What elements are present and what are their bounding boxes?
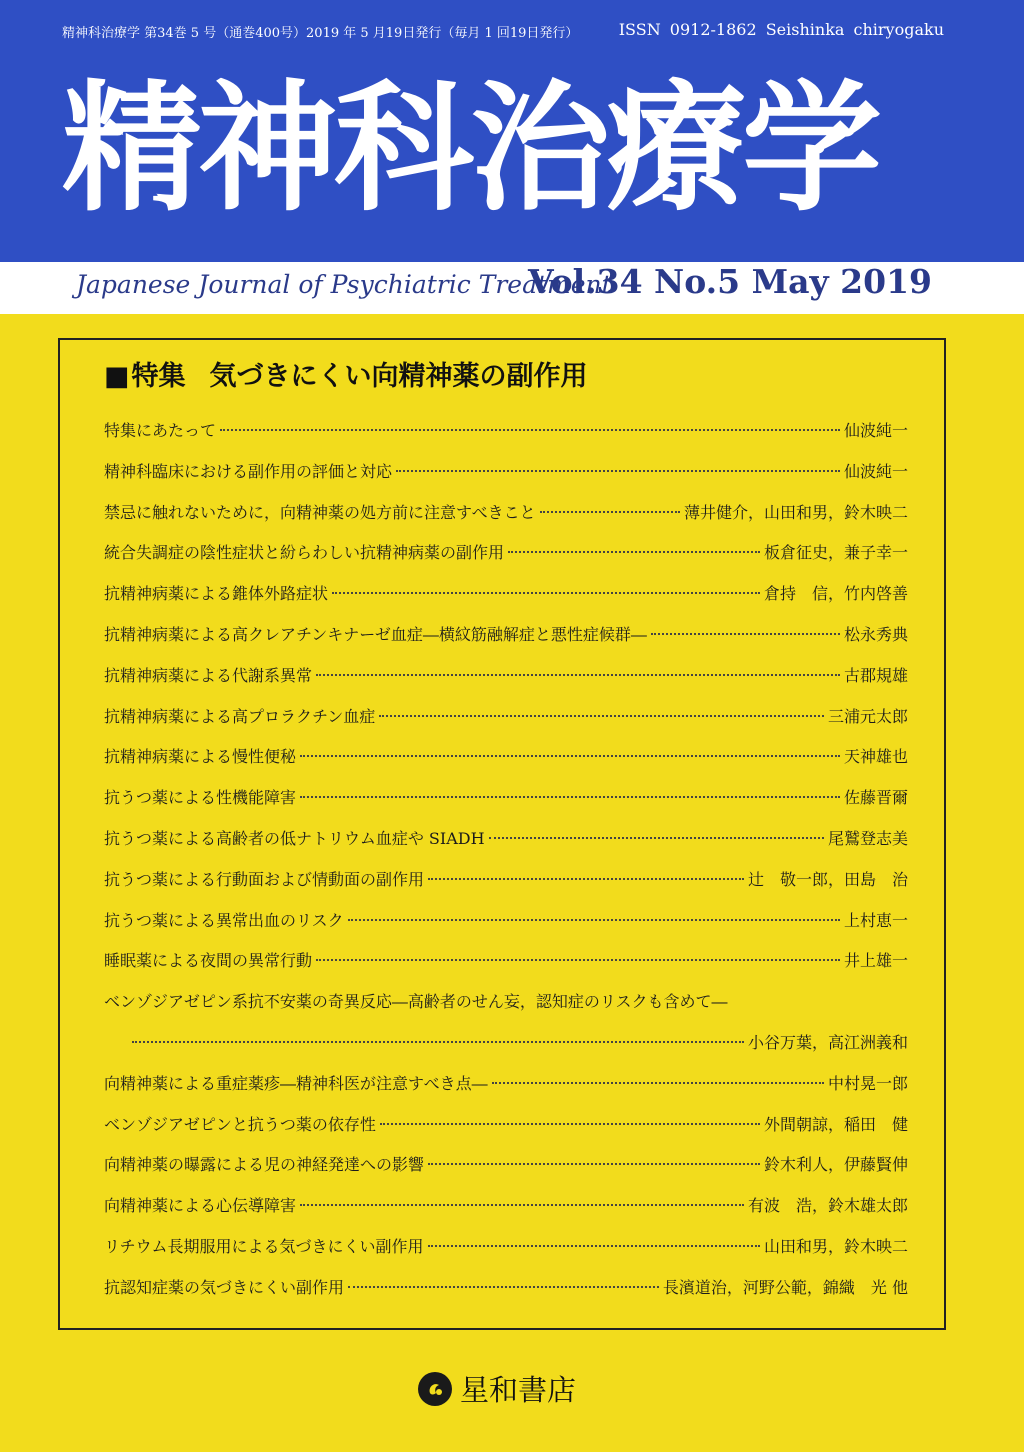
toc-authors: 薄井健介，山田和男，鈴木映二: [683, 502, 908, 522]
dot-leader: [348, 1286, 659, 1288]
dot-leader: [396, 470, 840, 472]
toc-authors: 古郡規雄: [843, 665, 908, 685]
toc-item[interactable]: [104, 1152, 908, 1193]
toc-title: 抗精神病薬による錐体外路症状: [104, 584, 329, 604]
toc-authors: 尾鷲登志美: [827, 828, 908, 848]
publisher-name: 星和書店: [460, 1373, 577, 1407]
toc-title: 睡眠薬による夜間の異常行動: [104, 951, 313, 971]
dot-leader: [380, 1123, 760, 1125]
dot-leader: [132, 1041, 744, 1043]
dot-leader: [332, 592, 760, 594]
toc-item[interactable]: [104, 1275, 908, 1316]
toc-title: 向精神薬による心伝導障害: [104, 1196, 297, 1216]
toc-title: リチウム長期服用による気づきにくい副作用: [104, 1236, 424, 1256]
dot-leader: [300, 796, 840, 798]
toc-authors: 井上雄一: [843, 951, 908, 971]
toc-title: 精神科臨床における副作用の評価と対応: [104, 461, 393, 481]
dot-leader: [316, 959, 840, 961]
toc-item[interactable]: [104, 622, 908, 663]
dot-leader: [300, 1204, 744, 1206]
toc-title: 抗精神病薬による高クレアチンキナーゼ血症―横紋筋融解症と悪性症候群―: [104, 624, 647, 644]
toc-authors: 辻 敬一郎，田島 治: [747, 869, 908, 889]
square-icon: ■: [104, 361, 130, 392]
dot-leader: [316, 674, 840, 676]
toc-authors: 小谷万葉，高江洲義和: [747, 1032, 908, 1052]
feature-heading: [104, 354, 588, 393]
publisher-logo-icon: [418, 1372, 452, 1406]
toc-title: 抗認知症薬の気づきにくい副作用: [104, 1277, 345, 1297]
dot-leader: [489, 837, 824, 839]
toc-authors: 外間朝諒，稲田 健: [763, 1114, 908, 1134]
toc-title: 特集にあたって: [104, 421, 217, 440]
toc-title: ベンゾジアゼピン系抗不安薬の奇異反応―高齢者のせん妄，認知症のリスクも含めて―: [104, 992, 728, 1012]
toc-item[interactable]: [104, 1071, 908, 1112]
feature-label: 特集: [131, 361, 186, 392]
toc-authors: 中村晃一郎: [827, 1073, 908, 1093]
toc-authors: 倉持 信，竹内啓善: [763, 584, 908, 604]
toc-title: 抗うつ薬による高齢者の低ナトリウム血症や SIADH: [104, 828, 485, 848]
toc-authors: 板倉征史，兼子幸一: [763, 543, 908, 563]
toc-item[interactable]: [104, 540, 908, 581]
dot-leader: [508, 551, 760, 553]
toc-item[interactable]: [104, 785, 908, 826]
dot-leader: [428, 1163, 760, 1165]
dot-leader: [300, 755, 840, 757]
dot-leader: [348, 919, 840, 921]
toc-authors: 仙波純一: [843, 461, 908, 481]
toc-item[interactable]: [104, 744, 908, 785]
toc-authors: 上村恵一: [843, 910, 908, 930]
toc-item[interactable]: [104, 1193, 908, 1234]
toc-authors: 長濱道治，河野公範，錦織 光 他: [662, 1277, 908, 1297]
toc-item[interactable]: [104, 826, 908, 867]
english-subtitle: Japanese Journal of Psychiatric Treatment: [76, 270, 612, 299]
toc-title: 統合失調症の陰性症状と紛らわしい抗精神病薬の副作用: [104, 543, 505, 563]
toc-item[interactable]: [104, 500, 908, 541]
toc-item[interactable]: [104, 867, 908, 908]
toc-title: 抗うつ薬による行動面および情動面の副作用: [104, 869, 425, 889]
toc-item[interactable]: [104, 908, 908, 949]
toc-item[interactable]: [104, 989, 908, 1030]
toc-authors: 天神雄也: [843, 747, 908, 767]
toc-item-continued[interactable]: [104, 1030, 908, 1071]
toc-title: ベンゾジアゼピンと抗うつ薬の依存性: [104, 1114, 376, 1134]
toc-item[interactable]: [104, 581, 908, 622]
dot-leader: [428, 1245, 760, 1247]
dot-leader: [651, 633, 840, 635]
feature-theme: 気づきにくい向精神薬の副作用: [209, 361, 588, 392]
toc-authors: 仙波純一: [843, 421, 908, 440]
toc-title: 向精神薬の曝露による児の神経発達への影響: [104, 1155, 425, 1175]
toc-title: 禁忌に触れないために，向精神薬の処方前に注意すべきこと: [104, 502, 536, 522]
toc-item[interactable]: [104, 948, 908, 989]
dot-leader: [428, 878, 744, 880]
toc-item[interactable]: [104, 459, 908, 500]
toc-authors: 松永秀典: [843, 624, 908, 644]
issn-line: ISSN 0912-1862 Seishinka chiryogaku: [618, 20, 944, 39]
publication-info: 精神科治療学 第34巻 5 号（通巻400号）2019 年 5 月19日発行（毎月 1 回19日発行）: [62, 26, 579, 41]
toc-item[interactable]: [104, 1234, 908, 1275]
toc-authors: 佐藤晋爾: [843, 788, 908, 808]
toc-item[interactable]: [104, 418, 908, 459]
volume-info: Vol.34 No.5 May 2019: [528, 262, 932, 301]
toc-title: 抗うつ薬による性機能障害: [104, 788, 297, 808]
dot-leader: [540, 511, 680, 513]
toc-item[interactable]: [104, 663, 908, 704]
dot-leader: [492, 1082, 824, 1084]
toc-authors: 鈴木利人，伊藤賢伸: [763, 1155, 908, 1175]
toc-authors: 三浦元太郎: [827, 706, 908, 726]
toc-authors: 山田和男，鈴木映二: [763, 1236, 908, 1256]
toc-title: 抗精神病薬による高プロラクチン血症: [104, 706, 376, 726]
dot-leader: [220, 429, 840, 431]
toc-item[interactable]: [104, 1112, 908, 1153]
journal-title: 精神科治療学: [62, 68, 879, 231]
toc-title: 抗精神病薬による慢性便秘: [104, 747, 297, 767]
toc-item[interactable]: [104, 704, 908, 745]
dot-leader: [379, 715, 824, 717]
toc-authors: 有波 浩，鈴木雄太郎: [747, 1196, 908, 1216]
toc-title: 抗精神病薬による代謝系異常: [104, 665, 313, 685]
table-of-contents: [104, 418, 908, 1316]
toc-title: 向精神薬による重症薬疹―精神科医が注意すべき点―: [104, 1073, 488, 1093]
toc-title: 抗うつ薬による異常出血のリスク: [104, 910, 344, 930]
publisher: [418, 1368, 576, 1409]
